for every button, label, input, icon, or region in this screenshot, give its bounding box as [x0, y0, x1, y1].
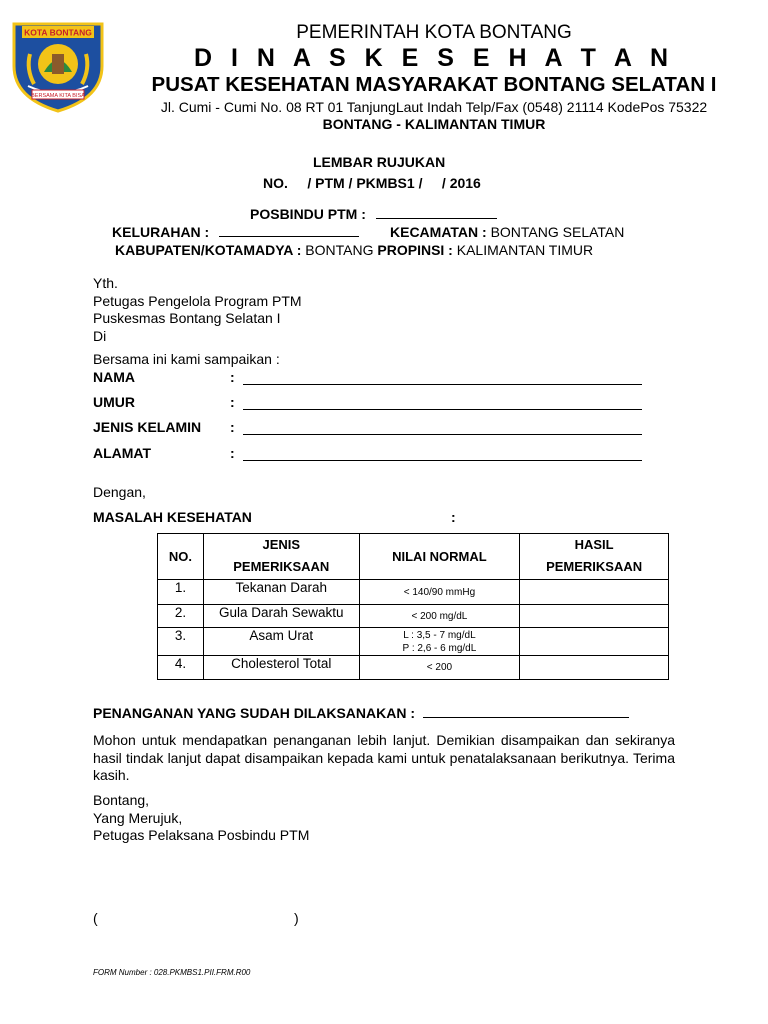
kabupaten-value: BONTANG	[305, 242, 374, 258]
kecamatan-row	[390, 224, 624, 240]
form-number: FORM Number : 028.PKMBS1.PII.FRM.R00	[93, 968, 251, 977]
kecamatan-value: BONTANG SELATAN	[490, 224, 625, 240]
header-hasil-line2: PEMERIKSAAN	[546, 559, 643, 574]
header-jenis	[203, 534, 359, 580]
row3-nilai-l: L : 3,5 - 7 mg/dL	[403, 629, 476, 641]
row1-jenis: Tekanan Darah	[203, 580, 359, 605]
signature-role2: Petugas Pelaksana Posbindu PTM	[93, 827, 310, 843]
posbindu-label: POSBINDU PTM :	[250, 206, 366, 222]
row3-nilai	[359, 628, 520, 656]
signature-open-paren: (	[93, 910, 98, 926]
kota-bontang-logo	[8, 14, 108, 114]
table-row	[158, 580, 669, 605]
signature-place: Bontang,	[93, 792, 150, 808]
posbindu-field[interactable]	[376, 218, 497, 219]
header-address: Jl. Cumi - Cumi No. 08 RT 01 TanjungLaut Indah Telp/Fax (0548) 21114 KodePos 75322	[160, 99, 708, 115]
row4-no: 4.	[158, 656, 204, 680]
doc-number: NO. / PTM / PKMBS1 / / 2016	[263, 175, 481, 191]
closing-paragraph: Mohon untuk mendapatkan penanganan lebih lanjut. Demikian disampaikan dan sekiranya hasil tindak lanjut dapat disampaikan kepada kami untuk penatalaksanaan berikutnya. Terima kasih.	[93, 732, 675, 783]
header-city: BONTANG - KALIMANTAN TIMUR	[322, 116, 546, 132]
field-alamat-colon: :	[230, 445, 235, 461]
field-jenis-kelamin-input[interactable]	[243, 419, 642, 435]
recipient-line1: Petugas Pengelola Program PTM	[93, 292, 302, 309]
header-department: D I N A S K E S E H A T A N	[193, 44, 675, 72]
penanganan-field[interactable]	[423, 717, 629, 718]
table-header-row	[158, 534, 669, 580]
field-umur-colon: :	[230, 394, 235, 410]
penanganan-row	[93, 705, 629, 721]
row3-jenis: Asam Urat	[203, 628, 359, 656]
recipient-line2: Puskesmas Bontang Selatan I	[93, 310, 281, 326]
recipient-block	[93, 275, 302, 345]
field-nama-input[interactable]	[243, 369, 642, 385]
propinsi-label: PROPINSI :	[377, 242, 453, 258]
header-hasil	[520, 534, 669, 580]
svg-text:BERSAMA KITA BISA: BERSAMA KITA BISA	[31, 93, 85, 99]
field-jenis-kelamin-colon: :	[230, 419, 235, 435]
posbindu-row	[250, 206, 497, 222]
signature-name-field[interactable]	[103, 910, 291, 927]
row4-hasil-cell[interactable]	[520, 656, 669, 680]
row1-hasil-cell[interactable]	[520, 580, 669, 605]
row2-jenis: Gula Darah Sewaktu	[203, 605, 359, 628]
header-jenis-line2: PEMERIKSAAN	[233, 559, 330, 574]
header-hasil-line1: HASIL	[574, 537, 614, 552]
field-alamat-label: ALAMAT	[93, 445, 152, 461]
signature-role1: Yang Merujuk,	[93, 809, 183, 826]
row2-hasil-cell[interactable]	[520, 605, 669, 628]
field-alamat-input[interactable]	[243, 445, 642, 461]
table-row	[158, 628, 669, 656]
header-no: NO.	[158, 534, 204, 580]
penanganan-label: PENANGANAN YANG SUDAH DILAKSANAKAN :	[93, 705, 416, 721]
intro-text: Bersama ini kami sampaikan :	[93, 351, 280, 367]
field-nama-label: NAMA	[93, 369, 135, 385]
field-umur-label: UMUR	[93, 394, 135, 410]
header-government: PEMERINTAH KOTA BONTANG	[296, 22, 572, 43]
masalah-label: MASALAH KESEHATAN	[93, 509, 252, 525]
row4-nilai: < 200	[359, 656, 520, 680]
row2-nilai: < 200 mg/dL	[359, 605, 520, 628]
field-umur-input[interactable]	[243, 394, 642, 410]
row1-nilai: < 140/90 mmHg	[359, 580, 520, 605]
kelurahan-label: KELURAHAN :	[112, 224, 210, 240]
dengan-text: Dengan,	[93, 484, 146, 500]
propinsi-value: KALIMANTAN TIMUR	[456, 242, 594, 258]
examination-table	[157, 533, 669, 680]
header-jenis-line1: JENIS	[262, 537, 301, 552]
kecamatan-label: KECAMATAN :	[390, 224, 487, 240]
masalah-colon: :	[451, 509, 456, 525]
field-jenis-kelamin-label: JENIS KELAMIN	[93, 419, 202, 435]
row3-hasil-cell[interactable]	[520, 628, 669, 656]
table-row	[158, 656, 669, 680]
row3-no: 3.	[158, 628, 204, 656]
row1-no: 1.	[158, 580, 204, 605]
recipient-yth: Yth.	[93, 275, 118, 291]
kelurahan-row	[112, 224, 359, 240]
table-row	[158, 605, 669, 628]
kelurahan-field[interactable]	[219, 236, 359, 237]
kabupaten-label: KABUPATEN/KOTAMADYA :	[115, 242, 302, 258]
doc-title: LEMBAR RUJUKAN	[313, 154, 446, 170]
svg-text:KOTA BONTANG: KOTA BONTANG	[24, 27, 92, 38]
signature-close-paren: )	[294, 910, 299, 926]
row3-nilai-p: P : 2,6 - 6 mg/dL	[402, 642, 477, 654]
row2-no: 2.	[158, 605, 204, 628]
kabupaten-row	[115, 242, 593, 258]
signature-block	[93, 792, 309, 845]
field-nama-colon: :	[230, 369, 235, 385]
header-puskesmas: PUSAT KESEHATAN MASYARAKAT BONTANG SELATAN I	[151, 73, 717, 96]
recipient-line3: Di	[93, 327, 107, 344]
row4-jenis: Cholesterol Total	[203, 656, 359, 680]
header-nilai: NILAI NORMAL	[359, 534, 520, 580]
